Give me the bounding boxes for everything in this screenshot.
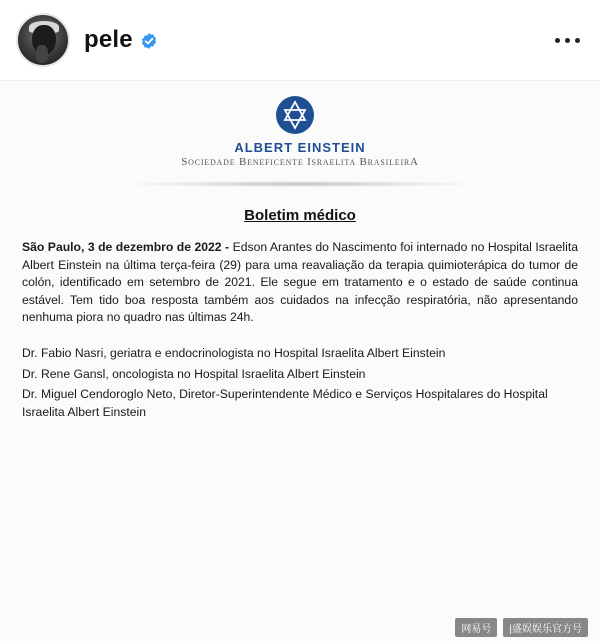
bulletin-date-lead: São Paulo, 3 de dezembro de 2022 - <box>22 240 230 254</box>
hospital-logo <box>0 91 600 181</box>
bulletin-text: Edson Arantes do Nascimento foi internado no Hospital Israelita Albert Einstein na última terça-feira (29) para uma reavaliação da terapia quimioterápica do tumor de colón, identificado em setembro de 2021. Ele segue em tratamento e o estado de saúde continua estável. Tem tido boa resposta também aos cuidados na infecção respiratória, não apresentando nenhuma piora no quadro nas últimas 24h. <box>22 240 578 324</box>
signature-line: Dr. Fabio Nasri, geriatra e endocrinologista no Hospital Israelita Albert Einstein <box>22 346 446 360</box>
more-dot <box>575 38 580 43</box>
avatar[interactable] <box>16 13 70 67</box>
medical-bulletin-image <box>0 80 600 641</box>
bulletin-body <box>22 239 578 327</box>
more-dot <box>565 38 570 43</box>
more-dot <box>555 38 560 43</box>
watermark-left: 网易号 <box>455 618 497 637</box>
watermark <box>455 618 588 637</box>
signature-line: Dr. Rene Gansl, oncologista no Hospital Israelita Albert Einstein <box>22 366 366 381</box>
bulletin-title: Boletim médico <box>244 207 356 224</box>
logo-subtitle: Sociedade Beneficente Israelita BrasileirA <box>181 156 419 168</box>
signature-line: Dr. Miguel Cendoroglo Neto, Diretor-Superintendente Médico e Serviços Hospitalares do Hospital Israelita Albert Einstein <box>22 387 548 419</box>
header-divider <box>130 181 470 187</box>
username[interactable]: pele <box>84 26 133 53</box>
logo-title: ALBERT EINSTEIN <box>234 140 366 155</box>
post-header <box>0 0 600 80</box>
signatures <box>22 345 582 424</box>
watermark-right: |盛娱娱乐官方号 <box>503 618 588 637</box>
more-options-icon[interactable] <box>555 30 580 51</box>
star-of-david-logo <box>271 94 319 136</box>
verified-badge-icon <box>140 32 158 50</box>
avatar-hand <box>36 45 48 63</box>
